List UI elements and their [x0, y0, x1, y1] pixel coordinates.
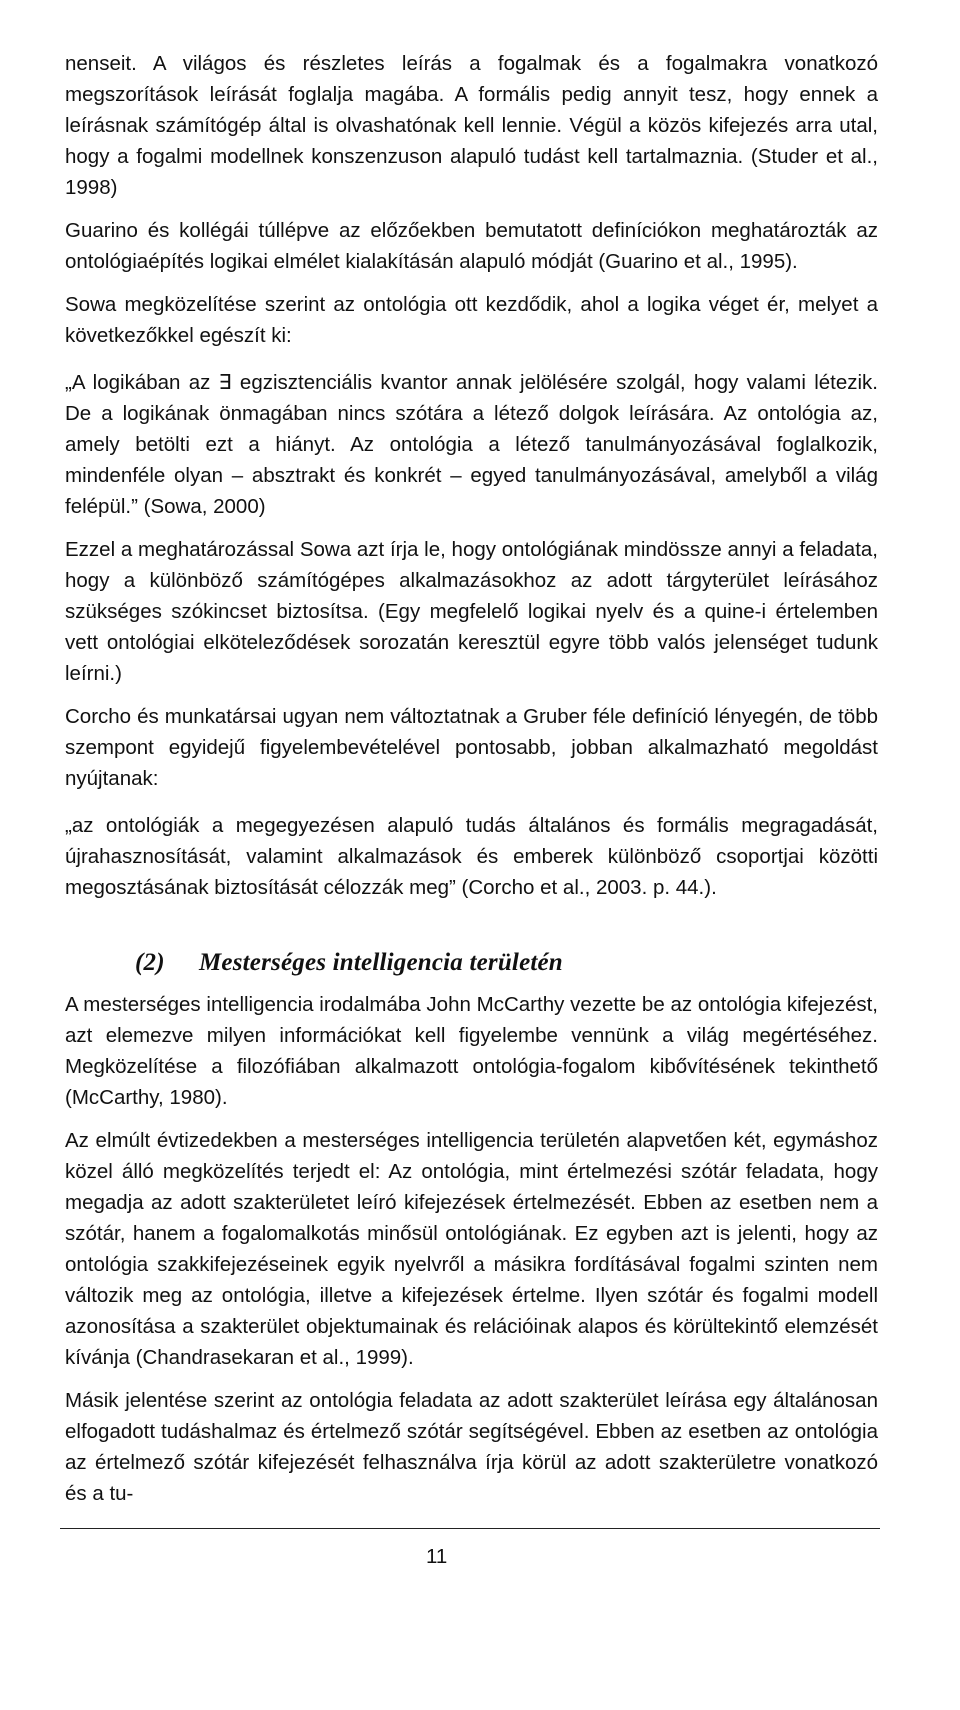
paragraph-sowa-definition: Ezzel a meghatározással Sowa azt írja le, hogy ontológiának mindössze annyi a feladata, hogy a különböző számítógépes alkalmazásokhoz az adott tárgyterület leírásához szükséges szókincset biztosítsa. (Egy megfelelő logikai nyelv és a quine-i értelemben vett ontológiai elköteleződések sorozatán keresztül egyre több valós jelenséget tudunk leírni.) — [65, 538, 878, 685]
paragraph-mccarthy: A mesterséges intelligencia irodalmába John McCarthy vezette be az ontológia kifejezést, azt elemezve milyen információkat kell figyelembe vennünk a világ megértéséhez. Megközelítése a filozófiában alkalmazott ontológia-fogalom kibővítésének tekinthető (McCarthy, 1980). — [65, 993, 878, 1109]
quote-sowa: „A logikában az ∃ egzisztenciális kvantor annak jelölésére szolgál, hogy valami létezik. De a logikának önmagában nincs szótára a létező dolgok leírására. Az ontológia az, amely betölti ezt a hiányt. Az ontológia a létező tanulmányozásával foglalkozik, mindenféle olyan – absztrakt és konkrét – egyed tanulmányozásával, amelyből a világ felépül.” (Sowa, 2000) — [65, 371, 878, 518]
paragraph-guarino: Guarino és kollégái túllépve az előzőekben bemutatott definíciókon meghatározták az ontológiaépítés logikai elmélet kialakításán alapuló módját (Guarino et al., 1995). — [65, 219, 878, 273]
paragraph-corcho-intro: Corcho és munkatársai ugyan nem változtatnak a Gruber féle definíció lényegén, de több szempont egyidejű figyelembevételével pontosabb, jobban alkalmazható megoldást nyújtanak: — [65, 705, 878, 790]
section-title: Mesterséges intelligencia területén — [199, 949, 563, 976]
paragraph-second-meaning: Másik jelentése szerint az ontológia feladata az adott szakterület leírása egy általánosan elfogadott tudáshalmaz és értelmező szótár segítségével. Ebben az esetben az ontológia az értelmező szótár kifejezését felhasználva írja körül az adott szakterületre vonatkozó és a tu- — [65, 1389, 878, 1505]
paragraph-sowa-intro: Sowa megközelítése szerint az ontológia ott kezdődik, ahol a logika véget ér, melyet a következőkkel egészít ki: — [65, 293, 878, 347]
footer-divider — [60, 1528, 880, 1529]
section-heading — [135, 943, 878, 983]
paragraph-studer: nenseit. A világos és részletes leírás a fogalmak és a fogalmakra vonatkozó megszorítások leírását foglalja magába. A formális pedig annyit tesz, hogy ennek a leírásnak számítógép által is olvashatónak kell lennie. Végül a közös kifejezés arra utal, hogy a fogalmi modellnek konszenzuson alapuló tudást kell tartalmaznia. (Studer et al., 1998) — [65, 52, 878, 199]
quote-corcho: „az ontológiák a megegyezésen alapuló tudás általános és formális megragadását, újrahasznosítását, valamint alkalmazások és emberek különböző csoportjai közötti megosztásának biztosítását célozzák meg” (Corcho et al., 2003. p. 44.). — [65, 814, 878, 899]
document-page — [65, 48, 878, 1509]
paragraph-ai-approaches: Az elmúlt évtizedekben a mesterséges intelligencia területén alapvetően két, egymáshoz közel álló megközelítés terjedt el: Az ontológia, mint értelmezési szótár feladata, hogy megadja az adott szakterületet leíró kifejezések értelmezését. Ebben az esetben nem a szótár, hanem a fogalomalkotás minősül ontológiának. Ez egyben azt is jelenti, hogy az ontológia szakkifejezéseinek egyik nyelvről a másikra fordításával fogalmi szinten nem változik meg az ontológia, illetve a kifejezések értelme. Ilyen szótár és fogalmi modell azonosítása a szakterület objektumainak és relációinak alapos és körültekintő elemzését kívánja (Chandrasekaran et al., 1999). — [65, 1129, 878, 1369]
section-number: (2) — [135, 949, 165, 976]
page-number: 11 — [426, 1545, 448, 1568]
